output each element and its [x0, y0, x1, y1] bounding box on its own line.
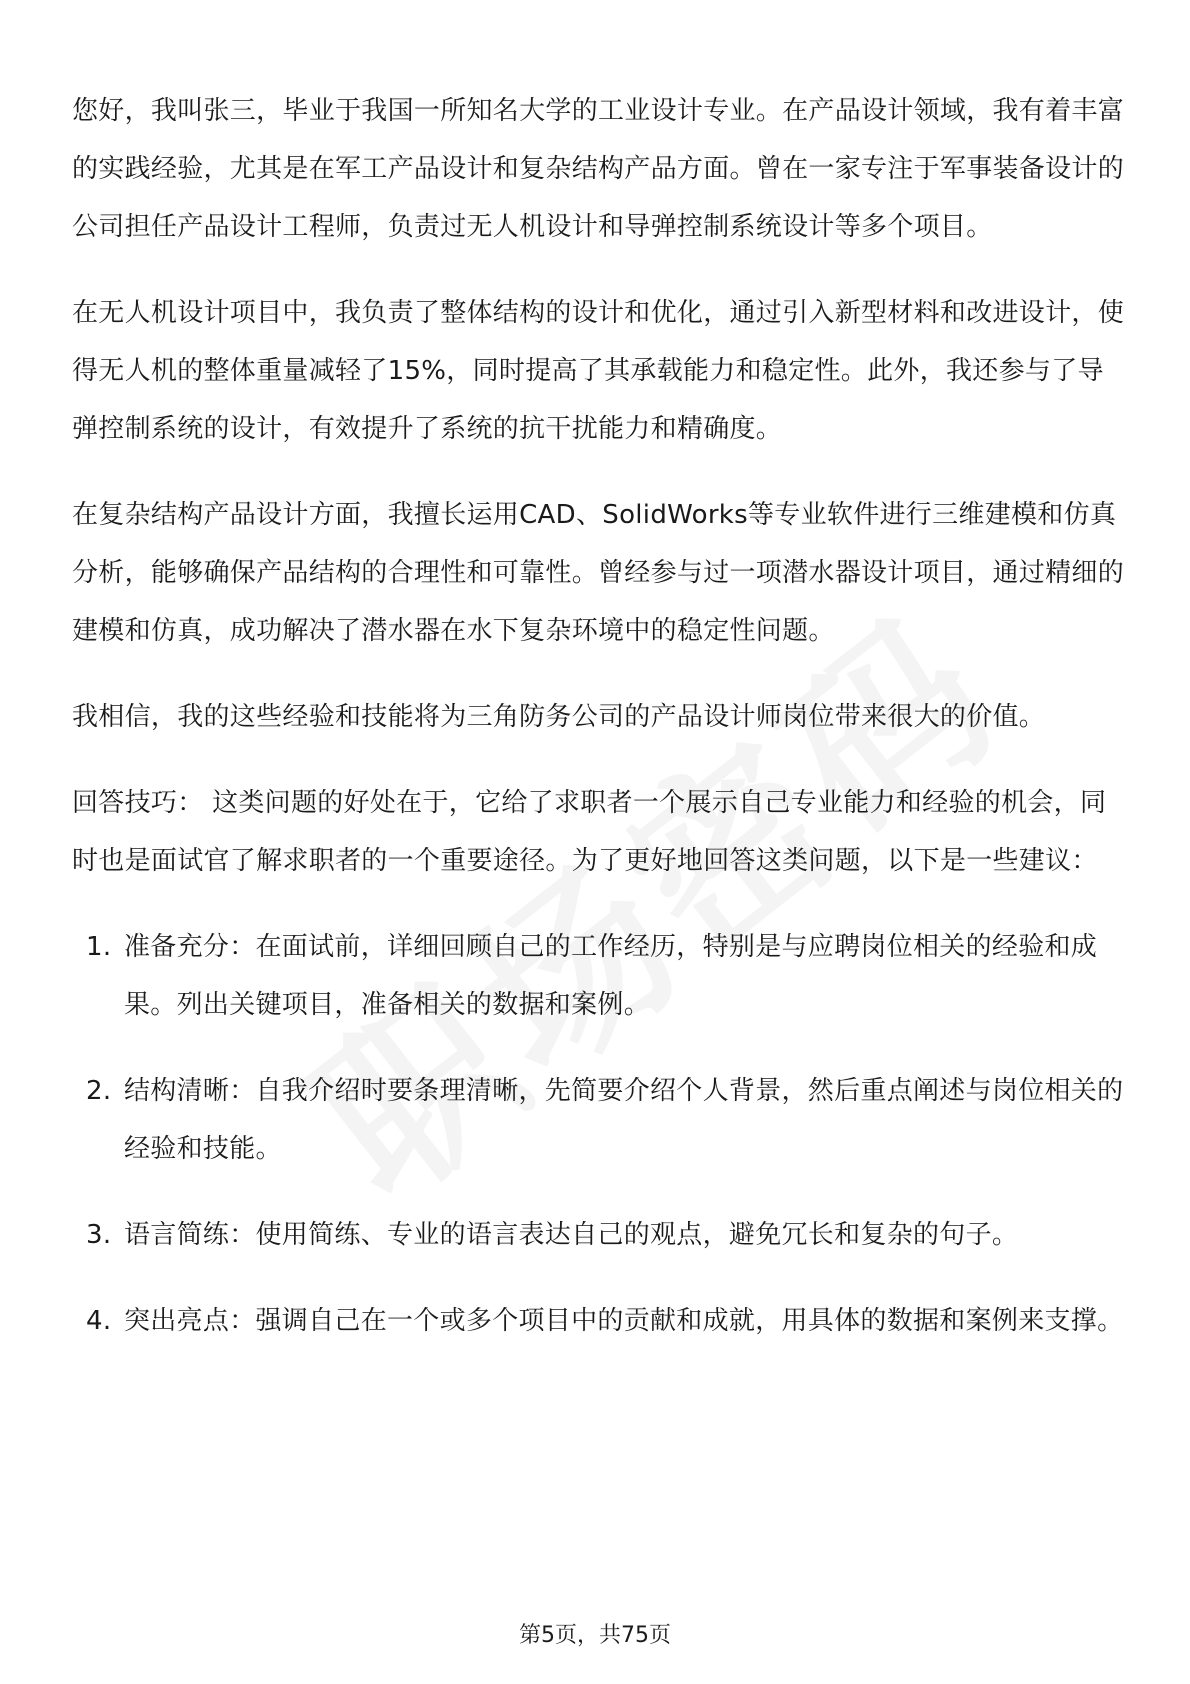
- list-item-text: 准备充分：在面试前，详细回顾自己的工作经历，特别是与应聘岗位相关的经验和成果。列出关键项目，准备相关的数据和案例。: [124, 932, 1098, 1020]
- list-item: [72, 1062, 1124, 1178]
- list-item: [72, 1292, 1124, 1350]
- list-item-text: 结构清晰：自我介绍时要条理清晰，先简要介绍个人背景，然后重点阐述与岗位相关的经验和技能。: [124, 1076, 1124, 1164]
- list-item-text: 突出亮点：强调自己在一个或多个项目中的贡献和成就，用具体的数据和案例来支撑。: [124, 1306, 1124, 1336]
- paragraph-conclusion: 我相信，我的这些经验和技能将为三角防务公司的产品设计师岗位带来很大的价值。: [72, 702, 1046, 732]
- list-item-text: 语言简练：使用简练、专业的语言表达自己的观点，避免冗长和复杂的句子。: [124, 1220, 1019, 1250]
- paragraph-complex-structures: 在复杂结构产品设计方面，我擅长运用CAD、SolidWorks等专业软件进行三维建模和仿真分析，能够确保产品结构的合理性和可靠性。曾经参与过一项潜水器设计项目，通过精细的建模和仿真，成功解决了潜水器在水下复杂环境中的稳定性问题。: [72, 500, 1125, 646]
- paragraph-intro: 您好，我叫张三，毕业于我国一所知名大学的工业设计专业。在产品设计领域，我有着丰富的实践经验，尤其是在军工产品设计和复杂结构产品方面。曾在一家专注于军事装备设计的公司担任产品设计工程师，负责过无人机设计和导弹控制系统设计等多个项目。: [72, 96, 1125, 242]
- list-item: [72, 1206, 1124, 1264]
- tips-list: [72, 918, 1124, 1350]
- paragraph-uav-project: 在无人机设计项目中，我负责了整体结构的设计和优化，通过引入新型材料和改进设计，使得无人机的整体重量减轻了15%，同时提高了其承载能力和稳定性。此外，我还参与了导弹控制系统的设计，有效提升了系统的抗干扰能力和精确度。: [72, 298, 1125, 444]
- list-item: [72, 918, 1124, 1034]
- list-item-number: 2.: [86, 1076, 112, 1106]
- page-number: 第5页，共75页: [519, 1623, 671, 1648]
- list-item-number: 4.: [86, 1306, 112, 1336]
- list-item-number: 3.: [86, 1220, 112, 1250]
- page-content: [72, 82, 1124, 1378]
- paragraph-answer-tips: 回答技巧： 这类问题的好处在于，它给了求职者一个展示自己专业能力和经验的机会，同时也是面试官了解求职者的一个重要途径。为了更好地回答这类问题，以下是一些建议：: [72, 788, 1107, 876]
- list-item-number: 1.: [86, 932, 112, 962]
